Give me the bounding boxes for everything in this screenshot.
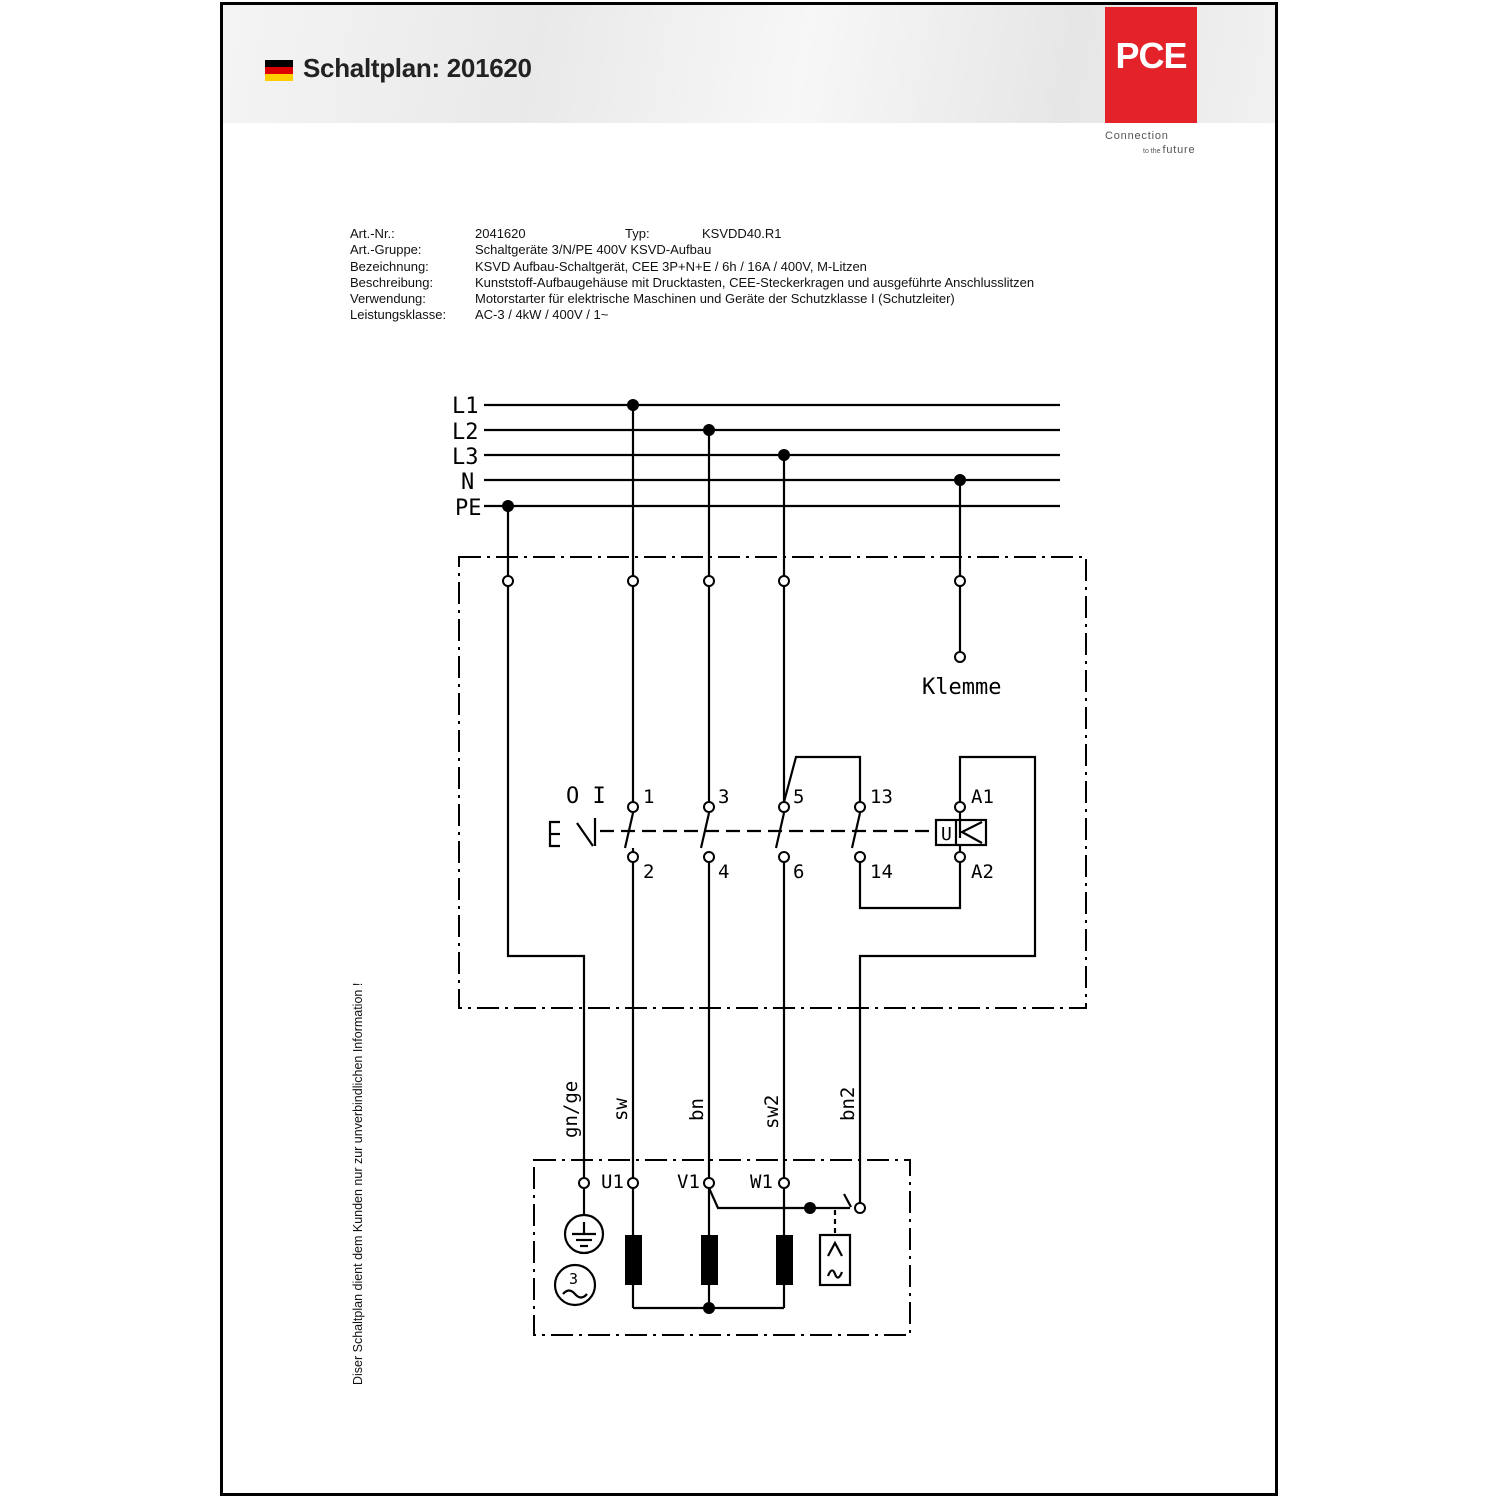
junction-pe	[502, 500, 514, 512]
info-value: AC-3 / 4kW / 400V / 1~	[475, 307, 609, 323]
wire-label-l1: sw	[610, 1098, 632, 1121]
info-type-label: Typ:	[625, 226, 650, 241]
housings	[459, 557, 1086, 1335]
thermal-arrow	[828, 1243, 842, 1256]
contact-terminal-3	[704, 802, 714, 812]
motor-phase-label: 3	[569, 1270, 579, 1288]
info-label: Art.-Nr.:	[350, 226, 395, 241]
thermal-switch-blade	[844, 1194, 851, 1207]
motor-ac-wave	[563, 1291, 587, 1298]
motor-terminal-u1	[628, 1178, 638, 1188]
junction-thermal	[804, 1202, 816, 1214]
info-value: Motorstarter für elektrische Maschinen und Geräte der Schutzklasse I (Schutzleiter)	[475, 291, 955, 307]
contact-label-a1: A1	[971, 786, 994, 808]
contact-label-1: 1	[643, 786, 655, 808]
contact-terminal-13	[855, 802, 865, 812]
switch-label: O I	[566, 784, 606, 809]
info-label: Leistungsklasse:	[350, 307, 447, 323]
coil-label: U	[941, 824, 952, 845]
contact-terminal-6	[779, 852, 789, 862]
contact-terminal-a2	[955, 852, 965, 862]
motor-label-w1: W1	[750, 1171, 773, 1193]
info-label: Beschreibung:	[350, 274, 434, 290]
info-value: Kunststoff-Aufbaugehäuse mit Drucktasten, CEE-Steckerkragen und ausgeführte Anschlusslitzen	[475, 274, 1035, 290]
terminal-l3	[779, 576, 789, 586]
klemme-label: Klemme	[922, 675, 1002, 700]
wire-label-ctrl: bn2	[837, 1086, 859, 1121]
thermal-link	[709, 1188, 850, 1208]
thermal-terminal	[855, 1203, 865, 1213]
bus-label-pe: PE	[455, 496, 482, 521]
info-type-value: KSVDD40.R1	[702, 226, 782, 241]
disclaimer-note: Diser Schaltplan dient dem Kunden nur zur unverbindlichen Information !	[351, 982, 365, 1385]
terminal-pe	[503, 576, 513, 586]
motor-label-v1: V1	[677, 1171, 700, 1193]
contact-terminal-4	[704, 852, 714, 862]
info-label: Art.-Gruppe:	[350, 242, 422, 258]
wire-label-l2: bn	[686, 1098, 708, 1121]
bus-label-l3: L3	[452, 445, 479, 470]
contact-terminal-1	[628, 802, 638, 812]
diagram-labels	[452, 394, 1001, 1288]
tagline-big: future	[1162, 144, 1196, 156]
contact-label-3: 3	[718, 786, 730, 808]
junction-n	[954, 474, 966, 486]
wire-label-l3: sw2	[761, 1094, 783, 1129]
junction-star	[703, 1302, 715, 1314]
winding-v	[701, 1235, 718, 1285]
motor-label-u1: U1	[601, 1171, 624, 1193]
bus-label-n: N	[461, 470, 475, 495]
info-label: Verwendung:	[350, 291, 426, 307]
page-title: Schaltplan: 201620	[303, 53, 532, 83]
contact-terminal-a1	[955, 802, 965, 812]
motor-terminal-v1	[704, 1178, 714, 1188]
info-value: KSVD Aufbau-Schaltgerät, CEE 3P+N+E / 6h / 16A / 400V, M-Litzen	[475, 258, 867, 274]
info-value: Schaltgeräte 3/N/PE 400V KSVD-Aufbau	[475, 242, 712, 258]
junction-dots	[502, 399, 966, 1314]
bus-label-l2: L2	[452, 420, 479, 445]
info-label: Bezeichnung:	[350, 258, 429, 274]
junction-l3	[778, 449, 790, 461]
motor-terminal-pe	[579, 1178, 589, 1188]
contact-label-a2: A2	[971, 861, 994, 883]
thermal-wave	[828, 1270, 842, 1277]
bus-label-l1: L1	[452, 394, 479, 419]
contact-label-2: 2	[643, 861, 655, 883]
junction-l2	[703, 424, 715, 436]
motor-windings	[625, 1235, 793, 1285]
terminal-l2	[704, 576, 714, 586]
contact-label-13: 13	[870, 786, 893, 808]
junction-l1	[627, 399, 639, 411]
contact-label-4: 4	[718, 861, 730, 883]
coil-symbol	[962, 822, 982, 843]
contact-terminal-14	[855, 852, 865, 862]
tagline-line1: Connection	[1105, 130, 1169, 142]
contact-terminal-5	[779, 802, 789, 812]
pushbutton-stem	[577, 823, 593, 846]
terminal-l1	[628, 576, 638, 586]
contact-terminal-2	[628, 852, 638, 862]
contact-label-5: 5	[793, 786, 805, 808]
motor-terminal-w1	[779, 1178, 789, 1188]
wire-label-pe: gn/ge	[560, 1080, 582, 1138]
winding-w	[776, 1235, 793, 1285]
terminal-n	[955, 576, 965, 586]
tagline-small: to the	[1143, 148, 1161, 155]
winding-u	[625, 1235, 642, 1285]
switchgear-housing	[459, 557, 1086, 1008]
contact-label-14: 14	[870, 861, 893, 883]
contact-label-6: 6	[793, 861, 805, 883]
terminal-klemme	[955, 652, 965, 662]
logo-text: PCE	[1115, 35, 1187, 76]
info-value: 2041620	[475, 226, 526, 241]
